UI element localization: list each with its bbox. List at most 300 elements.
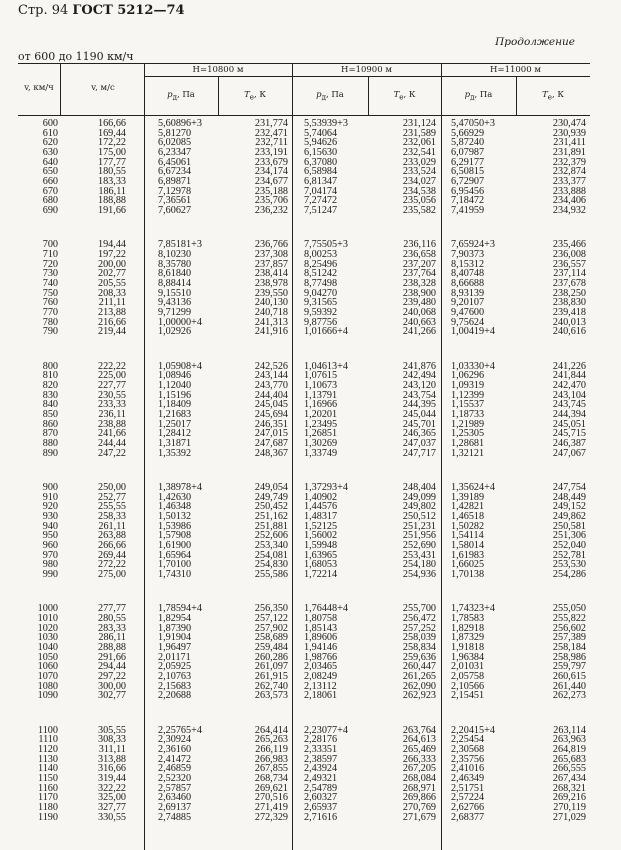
cell-pressure-2: 2,54789 [304,782,338,794]
cell-pressure-1: 6,89871 [158,175,192,187]
cell-temperature-3: 255,822 [552,613,586,625]
cell-temperature-3: 242,470 [552,380,586,391]
cell-temperature-3: 232,874 [552,166,586,178]
column-divider [292,63,293,850]
altitude-header-2: H=10900 м [341,65,392,75]
col-header-v-ms: v, м/с [91,83,115,93]
cell-pressure-3: 7,18472 [451,195,485,207]
cell-pressure-2: 1,30269 [304,437,338,449]
cell-temperature-2: 251,956 [402,530,436,542]
cell-pressure-1: 1,53986 [158,520,192,532]
col-header-pressure-2 [292,90,368,102]
cell-temperature-3: 233,377 [552,175,586,187]
cell-temperature-3: 253,530 [552,559,586,571]
cell-v-ms: 216,66 [97,316,126,328]
column-divider [441,63,442,850]
cell-v-kmh: 670 [42,185,58,197]
pressure-unit: , Па [474,90,493,100]
cell-pressure-2: 6,81347 [304,175,338,187]
cell-pressure-3: 1,91818 [451,642,485,653]
cell-pressure-1: 1,46348 [158,501,192,513]
cell-temperature-1: 235,706 [254,195,288,207]
cell-pressure-1: 1,05908+4 [158,360,202,372]
temperature-symbol: T [542,90,548,100]
cell-pressure-1: 1,61900 [158,540,192,551]
cell-temperature-1: 249,054 [254,482,288,494]
cell-pressure-2: 9,31565 [304,297,338,309]
cell-temperature-1: 245,045 [254,399,288,411]
cell-temperature-3: 235,466 [552,239,586,251]
cell-temperature-2: 267,205 [402,763,436,775]
cell-pressure-2: 7,27472 [304,195,338,207]
cell-temperature-1: 263,573 [254,690,288,702]
cell-pressure-1: 1,21683 [158,408,192,420]
cell-temperature-3: 245,051 [552,418,586,430]
cell-v-ms: 291,66 [97,651,126,663]
cell-temperature-3: 268,321 [552,782,586,794]
cell-temperature-3: 232,379 [552,156,586,168]
cell-v-kmh: 880 [42,437,58,449]
cell-pressure-2: 8,51242 [304,268,338,280]
cell-temperature-2: 253,431 [402,549,436,561]
cell-v-ms: 219,44 [97,326,126,338]
cell-pressure-2: 2,38597 [304,753,338,765]
cell-pressure-3: 1,46518 [451,511,485,522]
cell-v-kmh: 1180 [38,802,58,813]
cell-pressure-3: 8,93139 [451,287,485,299]
cell-v-ms: 180,55 [97,166,126,178]
cell-temperature-3: 245,715 [552,428,586,440]
cell-v-ms: 208,33 [97,287,126,299]
cell-pressure-3: 1,18733 [451,408,485,420]
cell-temperature-3: 241,844 [552,370,586,382]
cell-temperature-1: 254,081 [254,549,288,561]
cell-temperature-1: 252,606 [254,530,288,542]
cell-temperature-2: 248,404 [402,482,436,494]
cell-pressure-3: 1,09319 [451,380,485,391]
cell-v-kmh: 980 [42,559,58,571]
col-header-temperature-1 [218,90,292,102]
cell-temperature-1: 244,404 [254,389,288,401]
cell-v-kmh: 1080 [37,680,58,692]
cell-temperature-3: 257,389 [552,632,586,644]
cell-v-kmh: 680 [42,195,58,207]
cell-temperature-2: 233,524 [402,166,436,178]
cell-pressure-3: 7,41959 [451,204,485,216]
cell-v-ms: 269,44 [97,549,126,561]
cell-temperature-1: 234,677 [254,175,288,187]
cell-v-ms: 241,66 [97,428,126,440]
cell-temperature-3: 249,152 [552,501,586,513]
cell-temperature-2: 235,582 [402,204,436,216]
cell-temperature-1: 233,191 [254,146,288,158]
cell-pressure-3: 1,39189 [451,491,485,503]
cell-v-kmh: 1190 [38,811,58,823]
cell-v-ms: 222,22 [97,360,126,372]
cell-pressure-3: 8,66688 [451,277,485,289]
cell-v-kmh: 890 [42,447,58,459]
cell-pressure-1: 2,69137 [158,802,192,813]
cell-temperature-3: 230,939 [552,127,586,139]
cell-pressure-1: 1,12040 [158,380,192,391]
cell-pressure-3: 1,42821 [451,501,485,513]
cell-pressure-3: 2,51751 [451,782,485,794]
cell-temperature-3: 231,411 [553,137,586,149]
cell-pressure-3: 1,70138 [451,568,485,580]
cell-temperature-2: 249,802 [402,501,436,513]
cell-pressure-3: 1,50282 [451,520,485,532]
col-header-temperature-2 [368,90,441,102]
cell-temperature-1: 238,414 [254,268,288,280]
cell-v-ms: 169,44 [97,127,126,139]
cell-v-ms: 255,55 [97,501,126,513]
cell-temperature-1: 237,308 [254,249,288,260]
cell-v-kmh: 810 [42,370,58,382]
cell-temperature-1: 241,916 [254,326,288,338]
cell-temperature-2: 232,061 [402,137,436,149]
cell-v-kmh: 730 [42,268,58,280]
cell-pressure-3: 1,21989 [451,418,485,430]
cell-pressure-3: 2,15451 [451,690,485,702]
cell-v-ms: 258,33 [97,511,126,522]
cell-v-kmh: 970 [42,549,58,561]
cell-temperature-1: 270,516 [254,792,288,804]
cell-temperature-3: 252,040 [552,540,586,551]
cell-temperature-3: 237,114 [553,268,586,280]
cell-v-kmh: 830 [42,389,58,401]
cell-v-ms: 261,11 [98,520,126,532]
cell-pressure-2: 1,23495 [304,418,338,430]
cell-v-kmh: 950 [42,530,58,542]
cell-v-ms: 166,66 [97,118,126,129]
cell-pressure-2: 2,49321 [304,773,338,784]
cell-pressure-1: 2,05925 [158,661,192,673]
cell-temperature-1: 240,130 [254,297,288,309]
cell-pressure-2: 2,43924 [304,763,338,775]
cell-v-ms: 330,55 [97,811,126,823]
cell-pressure-1: 2,36160 [158,744,192,755]
cell-v-ms: 205,55 [97,277,126,289]
cell-pressure-3: 5,66929 [451,127,485,139]
cell-pressure-1: 9,43136 [158,297,192,309]
cell-v-kmh: 1120 [38,744,58,755]
cell-v-ms: 225,00 [97,370,126,382]
pressure-unit: , Па [176,90,195,100]
cell-temperature-3: 255,050 [552,603,586,615]
cell-pressure-3: 1,06296 [451,370,485,382]
cell-pressure-3: 1,66025 [451,559,485,571]
cell-temperature-1: 251,162 [254,511,288,522]
cell-temperature-3: 243,745 [552,399,586,411]
cell-pressure-1: 1,18409 [158,399,192,411]
cell-v-kmh: 650 [42,166,58,178]
cell-v-ms: 313,88 [97,753,126,765]
cell-pressure-2: 8,25496 [304,258,338,270]
cell-temperature-2: 231,589 [402,127,436,139]
cell-pressure-3: 2,05758 [451,670,485,682]
cell-pressure-1: 2,30924 [158,734,192,746]
cell-temperature-3: 265,683 [552,753,586,765]
cell-pressure-2: 6,15630 [304,146,338,158]
cell-temperature-1: 271,419 [254,802,288,813]
cell-temperature-1: 267,855 [254,763,288,775]
cell-pressure-1: 2,57857 [158,782,192,794]
cell-v-ms: 200,00 [97,258,126,270]
cell-pressure-1: 2,20688 [158,690,192,702]
cell-v-ms: 263,88 [97,530,126,542]
cell-v-ms: 286,11 [98,632,126,644]
cell-pressure-2: 5,53939+3 [304,118,348,129]
cell-pressure-1: 2,46859 [158,763,192,775]
cell-temperature-2: 266,333 [402,753,436,765]
altitude-header-rule [144,76,590,77]
cell-temperature-1: 243,770 [254,380,288,391]
cell-pressure-2: 8,00253 [304,249,338,260]
cell-v-ms: 247,22 [97,447,126,459]
cell-pressure-3: 2,01031 [451,661,485,673]
cell-v-ms: 233,33 [97,399,126,411]
cell-pressure-2: 1,40902 [304,491,338,503]
cell-pressure-3: 6,07987 [451,146,485,158]
cell-pressure-3: 7,90373 [451,249,485,260]
cell-pressure-1: 1,25017 [158,418,192,430]
cell-pressure-1: 2,41472 [158,753,192,765]
cell-v-ms: 191,66 [97,204,126,216]
cell-pressure-2: 2,18061 [304,690,338,702]
cell-v-ms: 172,22 [97,137,126,149]
cell-pressure-2: 2,33351 [304,744,338,755]
cell-pressure-1: 7,12978 [158,185,192,197]
cell-v-ms: 244,44 [97,437,126,449]
cell-pressure-2: 2,03465 [304,661,338,673]
cell-pressure-2: 1,07615 [304,370,338,382]
cell-pressure-1: 1,50132 [158,511,192,522]
cell-pressure-1: 8,61840 [158,268,192,280]
cell-pressure-3: 1,78583 [451,613,485,625]
cell-pressure-3: 1,25305 [451,428,485,440]
cell-v-kmh: 1090 [37,690,58,702]
cell-pressure-1: 5,60896+3 [158,118,202,129]
cell-pressure-1: 1,42630 [158,491,192,503]
cell-pressure-2: 7,51247 [304,204,338,216]
cell-v-kmh: 930 [42,511,58,522]
cell-v-kmh: 900 [42,482,58,494]
cell-v-ms: 236,11 [98,408,126,420]
cell-pressure-1: 6,23347 [158,146,192,158]
col-header-pressure-3 [441,90,516,102]
cell-temperature-2: 237,764 [402,268,436,280]
cell-temperature-3: 260,615 [552,670,586,682]
cell-temperature-3: 246,387 [552,437,586,449]
cell-v-kmh: 720 [42,258,58,270]
cell-v-kmh: 740 [42,277,58,289]
cell-temperature-2: 238,900 [402,287,436,299]
cell-temperature-2: 262,090 [402,680,436,692]
cell-temperature-1: 248,367 [254,447,288,459]
cell-v-ms: 283,33 [97,622,126,634]
cell-pressure-1: 5,81270 [158,127,192,139]
cell-v-ms: 308,33 [97,734,126,746]
cell-pressure-2: 1,85143 [304,622,338,634]
cell-temperature-2: 256,472 [402,613,436,625]
cell-temperature-2: 249,099 [402,491,436,503]
cell-v-ms: 272,22 [97,559,126,571]
cell-temperature-3: 271,029 [552,811,586,823]
cell-temperature-1: 259,484 [254,642,288,653]
cell-pressure-2: 9,59392 [304,306,338,318]
cell-pressure-2: 1,63965 [304,549,338,561]
cell-pressure-1: 2,74885 [158,811,192,823]
cell-temperature-1: 247,687 [254,437,288,449]
cell-pressure-3: 1,58014 [451,540,485,551]
cell-pressure-3: 7,65924+3 [451,239,495,251]
cell-temperature-1: 243,144 [254,370,288,382]
cell-pressure-2: 1,16966 [304,399,338,411]
cell-pressure-2: 1,48317 [304,511,338,522]
cell-temperature-1: 266,983 [254,753,288,765]
cell-v-kmh: 960 [42,540,58,551]
cell-temperature-1: 236,766 [254,239,288,251]
cell-temperature-2: 268,084 [402,773,436,784]
cell-pressure-1: 2,25765+4 [158,724,202,736]
page-number: Стр. 94 [18,3,69,18]
cell-temperature-1: 250,452 [254,501,288,513]
cell-temperature-2: 246,365 [402,428,436,440]
cell-pressure-2: 1,98766 [304,651,338,663]
cell-temperature-2: 260,447 [402,661,436,673]
cell-pressure-3: 1,82918 [451,622,485,634]
temperature-unit: , К [551,90,564,100]
cell-v-ms: 230,55 [97,389,126,401]
cell-temperature-3: 267,434 [552,773,586,784]
cell-pressure-3: 6,50815 [451,166,485,178]
cell-v-ms: 194,44 [97,239,126,251]
cell-v-kmh: 1060 [37,661,58,673]
cell-pressure-3: 1,03330+4 [451,360,495,372]
cell-temperature-2: 261,265 [402,670,436,682]
col-header-temperature-3 [516,90,590,102]
cell-pressure-2: 2,08249 [304,670,338,682]
cell-pressure-2: 1,33749 [304,447,338,459]
cell-temperature-1: 237,857 [254,258,288,270]
standard-number: ГОСТ 5212—74 [72,3,185,18]
cell-temperature-1: 266,119 [255,744,288,755]
cell-temperature-2: 233,029 [402,156,436,168]
cell-temperature-1: 254,830 [254,559,288,571]
cell-v-ms: 252,77 [97,491,126,503]
cell-temperature-1: 272,329 [254,811,288,823]
cell-pressure-2: 1,94146 [304,642,338,653]
cell-v-ms: 250,00 [97,482,126,494]
cell-pressure-3: 1,32121 [451,447,485,459]
cell-temperature-1: 234,174 [254,166,288,178]
cell-temperature-1: 268,734 [254,773,288,784]
cell-temperature-3: 264,819 [552,744,586,755]
cell-v-kmh: 640 [42,156,58,168]
cell-pressure-1: 1,31871 [158,437,192,449]
cell-temperature-3: 239,418 [552,306,586,318]
cell-v-kmh: 1130 [38,753,58,765]
cell-temperature-1: 262,740 [254,680,288,692]
cell-pressure-3: 1,87329 [451,632,485,644]
temperature-unit: , К [253,90,266,100]
cell-pressure-1: 2,15683 [158,680,192,692]
cell-v-ms: 275,00 [97,568,126,580]
cell-pressure-1: 9,71299 [158,306,192,318]
cell-pressure-2: 1,20201 [304,408,338,420]
cell-v-kmh: 1110 [38,734,58,746]
cell-v-ms: 316,66 [97,763,126,775]
cell-temperature-1: 251,881 [254,520,288,532]
cell-v-kmh: 1160 [38,782,58,794]
cell-v-ms: 197,22 [97,249,126,260]
cell-temperature-2: 254,180 [402,559,436,571]
cell-v-ms: 202,77 [97,268,126,280]
cell-v-ms: 288,88 [97,642,126,653]
cell-temperature-2: 235,056 [402,195,436,207]
cell-v-kmh: 1010 [37,613,58,625]
cell-pressure-3: 2,57224 [451,792,485,804]
cell-pressure-1: 6,45061 [158,156,192,168]
cell-pressure-3: 6,95456 [451,185,485,197]
cell-v-kmh: 760 [42,297,58,309]
cell-v-kmh: 800 [42,360,58,372]
pressure-unit: , Па [325,90,344,100]
cell-temperature-1: 231,774 [254,118,288,129]
cell-pressure-2: 2,60327 [304,792,338,804]
cell-pressure-2: 9,04270 [304,287,338,299]
cell-temperature-2: 268,971 [402,782,436,794]
cell-v-kmh: 610 [42,127,58,139]
cell-temperature-1: 246,351 [254,418,288,430]
cell-pressure-3: 8,40748 [451,268,485,280]
table-header-rule [18,115,590,116]
cell-v-kmh: 620 [42,137,58,149]
cell-pressure-1: 1,02926 [158,326,192,338]
cell-v-ms: 322,22 [97,782,126,794]
cell-pressure-2: 2,71616 [304,811,338,823]
cell-v-ms: 183,33 [97,175,126,187]
cell-pressure-1: 1,28412 [158,428,192,440]
cell-temperature-2: 241,266 [402,326,436,338]
cell-v-kmh: 1000 [37,603,58,615]
header-divider [60,63,61,115]
cell-v-ms: 211,11 [98,297,126,309]
cell-temperature-1: 239,550 [254,287,288,299]
cell-temperature-3: 233,888 [552,185,586,197]
altitude-header-3: H=11000 м [490,65,541,75]
cell-pressure-3: 9,20107 [451,297,485,309]
cell-v-kmh: 860 [42,418,58,430]
cell-v-ms: 177,77 [97,156,126,168]
cell-pressure-3: 1,61983 [451,549,485,561]
cell-pressure-3: 2,30568 [451,744,485,755]
cell-v-kmh: 1020 [37,622,58,634]
cell-pressure-3: 1,54114 [451,530,484,542]
cell-temperature-3: 266,555 [552,763,586,775]
cell-pressure-3: 2,20415+4 [451,724,495,736]
cell-temperature-1: 235,188 [254,185,288,197]
cell-pressure-2: 1,80758 [304,613,338,625]
page-header [18,3,185,18]
cell-pressure-1: 1,35392 [158,447,192,459]
cell-v-ms: 325,00 [97,792,126,804]
cell-v-kmh: 840 [42,399,58,411]
cell-temperature-3: 256,602 [552,622,586,634]
cell-pressure-3: 9,47600 [451,306,485,318]
cell-pressure-2: 1,01666+4 [304,326,348,338]
cell-pressure-1: 1,57908 [158,530,192,542]
